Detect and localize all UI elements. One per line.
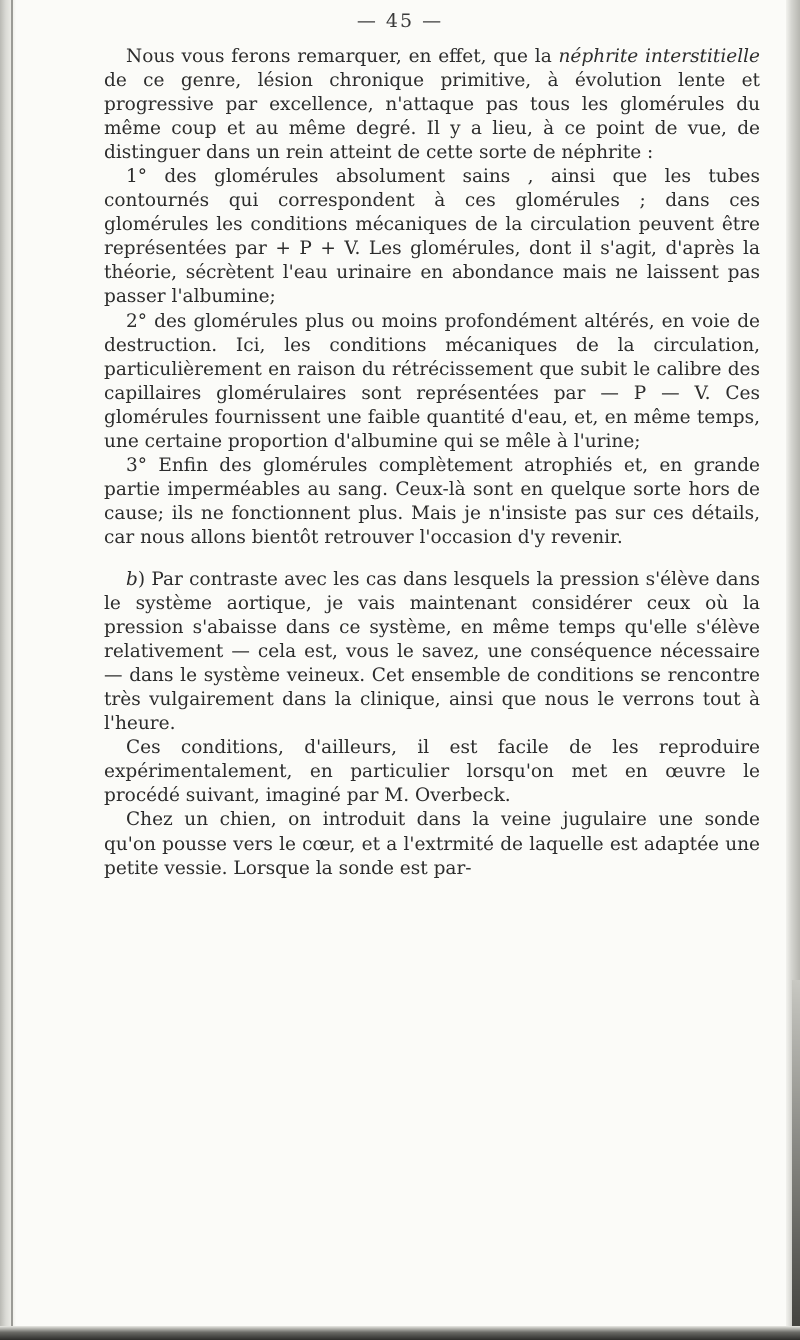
paragraph [104, 808, 760, 880]
page-number: — 45 — [356, 10, 444, 32]
page-right-edge [786, 0, 800, 1340]
body-text [104, 45, 760, 881]
paragraph [104, 165, 760, 309]
paragraph-text: Chez un chien, on introduit dans la veine jugulaire une sonde qu'on pousse vers le cœur, et a l'extrmité de laquelle est adaptée une petite vessie. Lorsque la sonde est par- [104, 809, 760, 879]
paragraph [104, 736, 760, 808]
paragraph-text: de ce genre, lésion chronique primitive, à évolution lente et progressive par excellence, n'attaque pas tous les glomérules du même coup et au même degré. Il y a lieu, à ce point de vue, de distinguer dans un rein atteint de cette sorte de néphrite : [104, 70, 760, 164]
paragraph [104, 568, 760, 736]
paragraph-text: 1° des glomérules absolument sains , ainsi que les tubes contournés qui correspondent à ces glomérules ; dans ces glomérules les conditions mécaniques de la circulation peuvent être représentées par + P + V. Les glomérules, dont il s'agit, d'après la théorie, sécrètent l'eau urinaire en abondance mais ne laissent pas passer l'albumine; [104, 166, 760, 308]
italic-text: néphrite interstitielle [558, 46, 760, 67]
paragraph [104, 310, 760, 454]
italic-text: b [126, 568, 138, 590]
page-bottom-edge [0, 1326, 800, 1340]
paragraph-text: Nous vous ferons remarquer, en effet, que la [126, 46, 559, 67]
paragraph-text: 3° Enfin des glomérules complètement atrophiés et, en grande partie imperméables au sang. Ceux-là sont en quelque sorte hors de cause; ils ne fonctionnent plus. Mais je n'insiste pas sur ces détails, car nous allons bientôt retrouver l'occasion d'y revenir. [104, 454, 760, 548]
paragraph-text: Ces conditions, d'ailleurs, il est facile de les reproduire expérimentalement, en particulier lorsqu'on met en œuvre le procédé suivant, imaginé par M. Overbeck. [104, 737, 760, 807]
paragraph-text: ) Par contraste avec les cas dans lesquels la pression s'élève dans le système aortique, je vais maintenant considérer ceux où la pression s'abaisse dans ce système, en même temps qu'elle s'élève relativement — cela est, vous le savez, une conséquence nécessaire — dans le système veineux. Cet ensemble de conditions se rencontre très vulgairement dans la clinique, ainsi que nous le verrons tout à l'heure. [104, 568, 760, 735]
paragraph [104, 454, 760, 550]
paragraph [104, 45, 760, 165]
paragraph-text: 2° des glomérules plus ou moins profondément altérés, en voie de destruction. Ici, les conditions mécaniques de la circulation, particulièrement en raison du rétrécissement que subit le calibre des capillaires glomérulaires sont représentées par — P — V. Ces glomérules fournissent une faible quantité d'eau, et, en même temps, une certaine proportion d'albumine qui se mêle à l'urine; [104, 310, 760, 452]
page-binding-edge [0, 0, 16, 1340]
